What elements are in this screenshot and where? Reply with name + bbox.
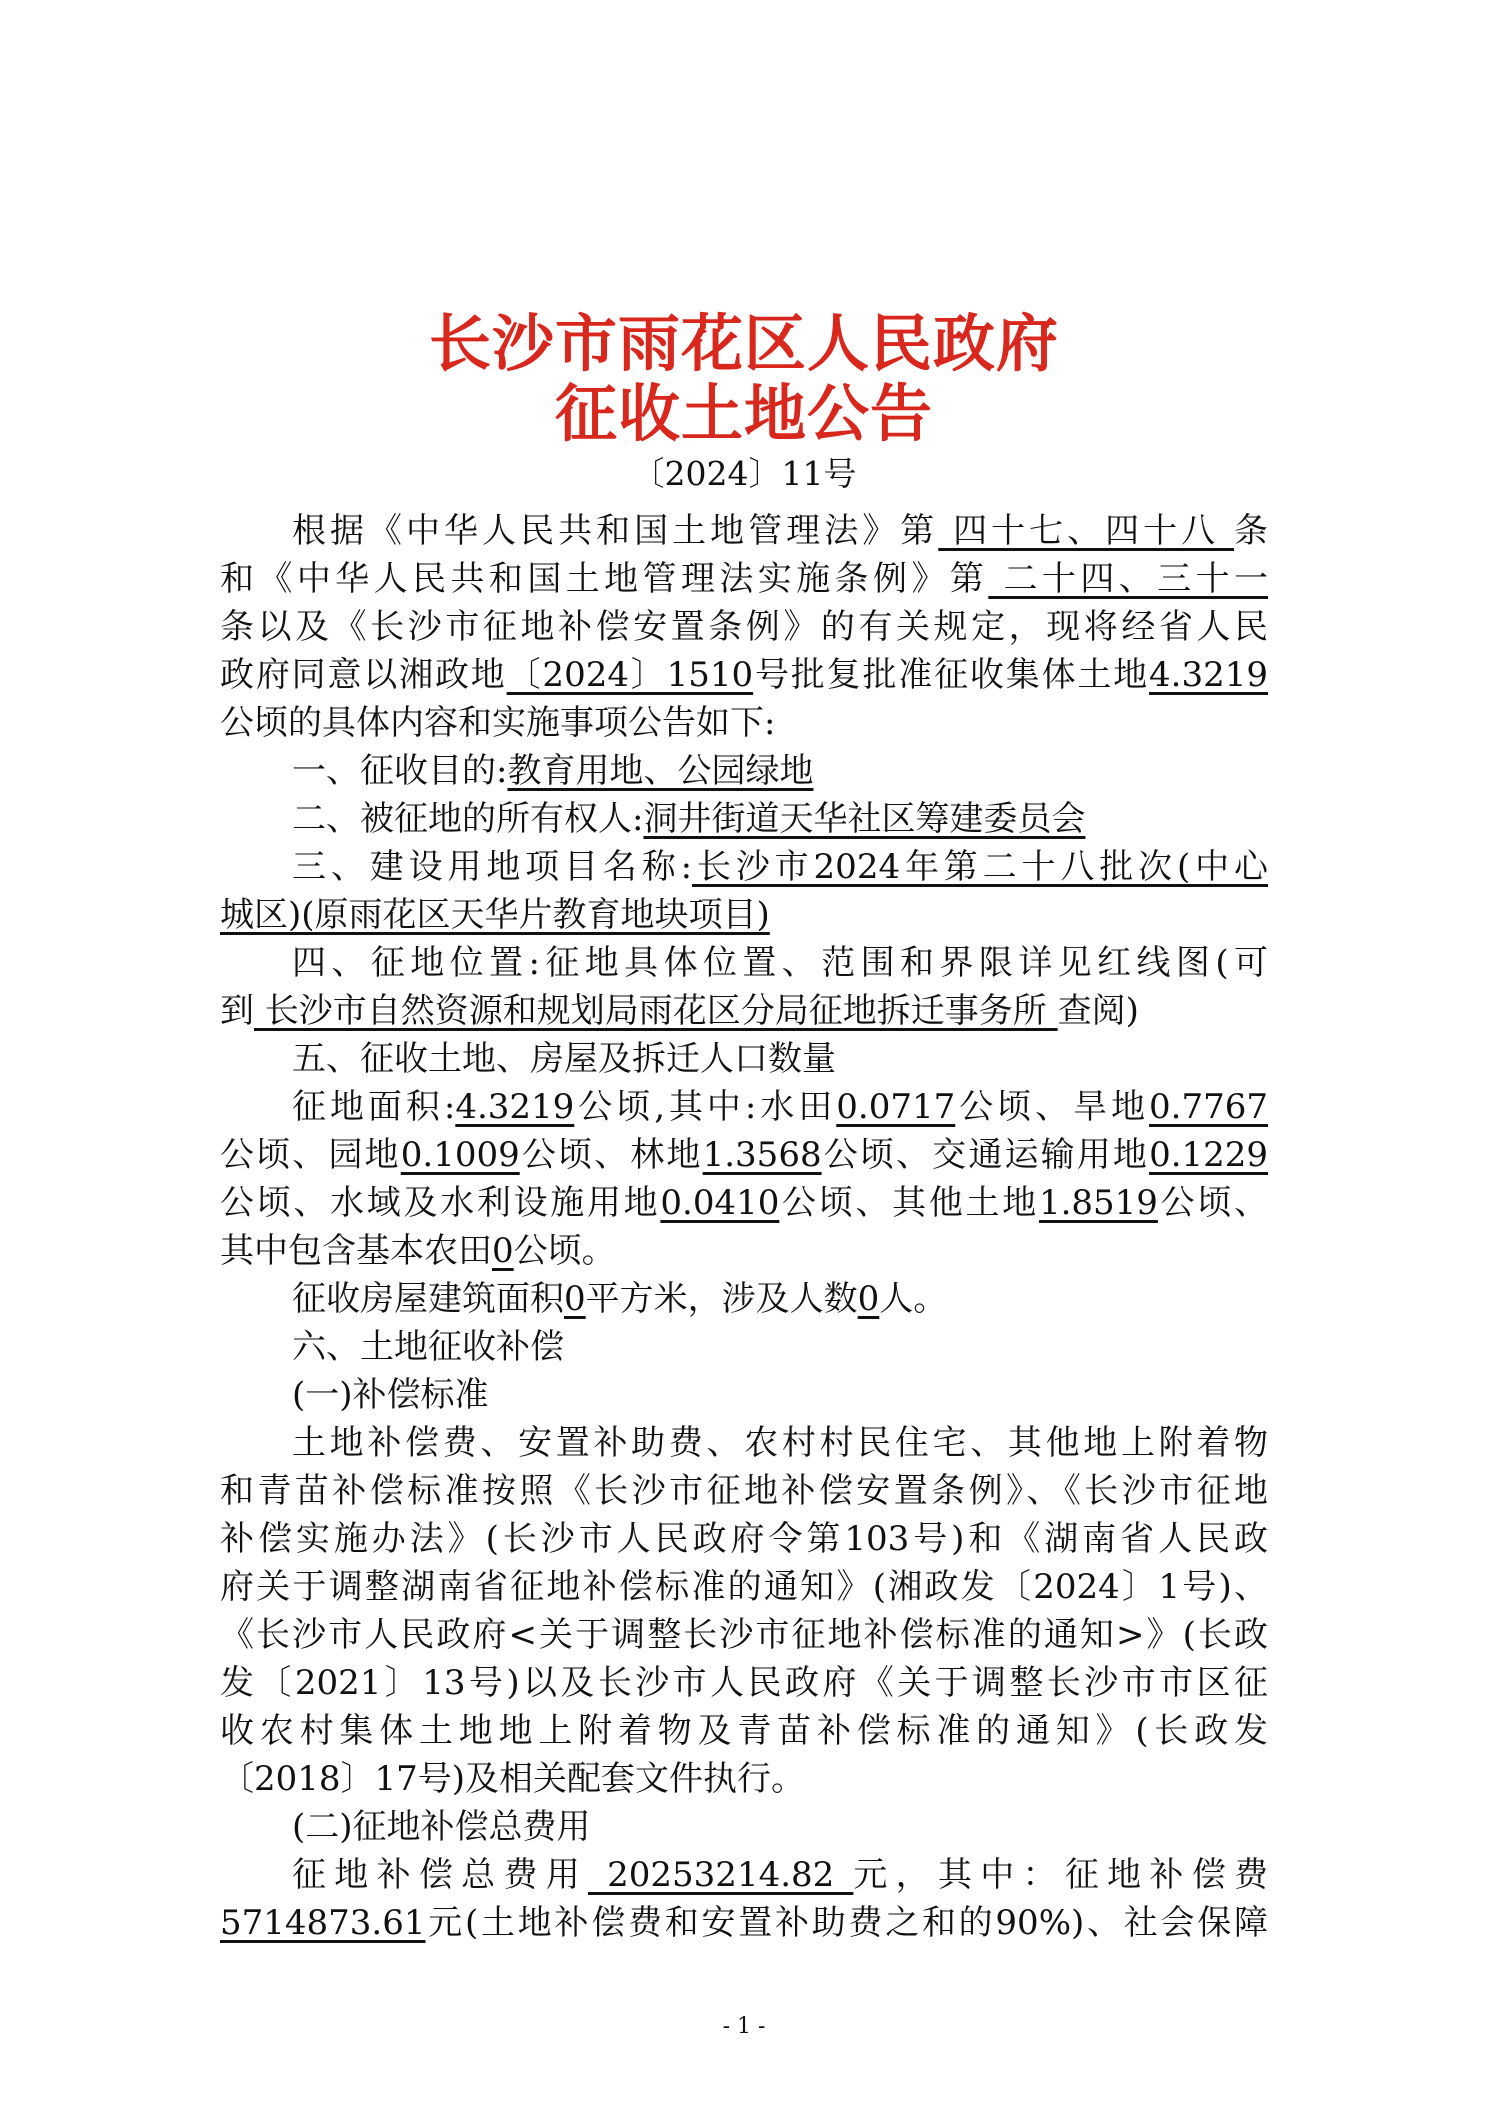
area-value: 1.3568 (702, 1135, 822, 1175)
office-name: 长沙市自然资源和规划局雨花区分局征地拆迁事务所 (254, 991, 1058, 1031)
text-segment: 一、征收目的: (292, 751, 508, 791)
paragraph-line (220, 1228, 1268, 1274)
text-segment: 公顷、旱地 (955, 1087, 1150, 1127)
paragraph-line (220, 1900, 1268, 1946)
text-segment: 公顷、其他土地 (779, 1183, 1039, 1223)
article-numbers: 四十七、四十八 (938, 511, 1234, 551)
paragraph-line: 公顷的具体内容和实施事项公告如下: (220, 703, 776, 743)
text-segment: 征地面积: (292, 1087, 456, 1127)
text-segment: 公顷、交通运输用地 (821, 1135, 1150, 1175)
paragraph-line (220, 796, 1268, 842)
area-value: 0.1229 (1149, 1135, 1269, 1175)
area-value: 1.8519 (1038, 1183, 1158, 1223)
paragraph-line: 发〔2021〕13号)以及长沙市人民政府《关于调整长沙市市区征 (220, 1663, 1268, 1703)
paragraph-line (220, 556, 1268, 602)
paragraph-line: 《长沙市人民政府<关于调整长沙市征地补偿标准的通知>》(长政 (220, 1615, 1268, 1655)
text-segment: 征地补偿总费用 (292, 1855, 589, 1895)
area-value: 0 (492, 1231, 514, 1271)
paragraph-line (220, 988, 1268, 1034)
paragraph-line (220, 748, 1268, 794)
paragraph-line: 收农村集体土地地上附着物及青苗补偿标准的通知》(长政发 (220, 1711, 1268, 1751)
area-value: 0.1009 (400, 1135, 520, 1175)
paragraph-line: 土地补偿费、安置补助费、农村村民住宅、其他地上附着物 (292, 1423, 1268, 1463)
text-segment: 政府同意以湘政地 (220, 655, 507, 695)
building-area-value: 0 (564, 1279, 586, 1319)
text-segment: 其中包含基本农田 (220, 1231, 492, 1271)
text-segment: 号批复批准征收集体土地 (753, 655, 1150, 695)
text-segment: 公顷、 (1157, 1183, 1269, 1223)
text-segment: 征收房屋建筑面积 (292, 1279, 564, 1319)
section-heading: 六、土地征收补偿 (292, 1327, 564, 1367)
text-segment: 公顷、林地 (519, 1135, 703, 1175)
text-segment: 平方米，涉及人数 (585, 1279, 858, 1319)
text-segment: 公顷。 (513, 1231, 616, 1271)
area-value: 0.7767 (1149, 1087, 1269, 1127)
document-title-line1: 长沙市雨花区人民政府 (428, 307, 1059, 380)
people-count: 0 (857, 1279, 880, 1319)
text-segment: 公顷、园地 (220, 1135, 401, 1175)
subsection-heading: (一)补偿标准 (292, 1375, 489, 1415)
paragraph-line: 四、征地位置:征地具体位置、范围和界限详见红线图(可 (292, 943, 1268, 983)
approval-number: 〔2024〕1510 (506, 655, 754, 695)
paragraph-line: 府关于调整湖南省征地补偿标准的通知》(湘政发〔2024〕1号)、 (220, 1567, 1268, 1607)
compensation-value: 5714873.61 (220, 1903, 426, 1943)
text-segment: 元(土地补偿费和安置补助费之和的90%)、社会保障 (425, 1903, 1268, 1943)
owner-value: 洞井街道天华社区筹建委员会 (643, 799, 1086, 839)
document-title-line2: 征收土地公告 (554, 377, 933, 450)
text-segment: 公顷、水域及水利设施用地 (220, 1183, 661, 1223)
area-value: 4.3219 (455, 1087, 575, 1127)
text-segment: 根据《中华人民共和国土地管理法》第 (292, 511, 939, 551)
page-number: - 1 - (722, 2014, 766, 2039)
paragraph-line (220, 1132, 1268, 1178)
paragraph-line (220, 1084, 1268, 1130)
area-value: 0.0410 (660, 1183, 780, 1223)
text-segment: 查阅) (1057, 991, 1139, 1031)
project-name: 城区)(原雨花区天华片教育地块项目) (220, 895, 770, 935)
document-number: 〔2024〕11号 (631, 454, 857, 493)
paragraph-line (220, 844, 1268, 890)
article-numbers: 二十四、三十一 (988, 559, 1269, 599)
text-segment: 到 (220, 991, 254, 1031)
area-value: 4.3219 (1149, 655, 1269, 695)
subsection-heading: (二)征地补偿总费用 (292, 1807, 591, 1847)
text-segment: 公顷,其中:水田 (574, 1087, 837, 1127)
text-segment: 二、被征地的所有权人: (292, 799, 644, 839)
paragraph-line (220, 652, 1268, 698)
paragraph-line: 补偿实施办法》(长沙市人民政府令第103号)和《湖南省人民政 (220, 1519, 1268, 1559)
paragraph-line (220, 1276, 1268, 1322)
area-value: 0.0717 (836, 1087, 956, 1127)
text-segment: 和《中华人民共和国土地管理法实施条例》第 (220, 559, 989, 599)
paragraph-line (220, 892, 1268, 938)
text-segment: 三、建设用地项目名称: (292, 847, 693, 887)
project-name: 长沙市2024年第二十八批次(中心 (692, 847, 1268, 887)
paragraph-line (220, 1852, 1268, 1898)
paragraph-line (220, 1180, 1268, 1226)
paragraph-line (220, 508, 1268, 554)
text-segment: 条 (1234, 511, 1268, 551)
purpose-value: 教育用地、公园绿地 (507, 751, 814, 791)
paragraph-line: 〔2018〕17号)及相关配套文件执行。 (220, 1759, 806, 1799)
paragraph-line: 五、征收土地、房屋及拆迁人口数量 (292, 1039, 836, 1079)
text-segment: 元，其中：征地补偿费 (853, 1855, 1268, 1895)
total-cost-value: 20253214.82 (588, 1855, 854, 1895)
paragraph-line: 和青苗补偿标准按照《长沙市征地补偿安置条例》、《长沙市征地 (220, 1471, 1268, 1511)
paragraph-line: 条以及《长沙市征地补偿安置条例》的有关规定，现将经省人民 (220, 607, 1268, 647)
text-segment: 人。 (879, 1279, 948, 1319)
